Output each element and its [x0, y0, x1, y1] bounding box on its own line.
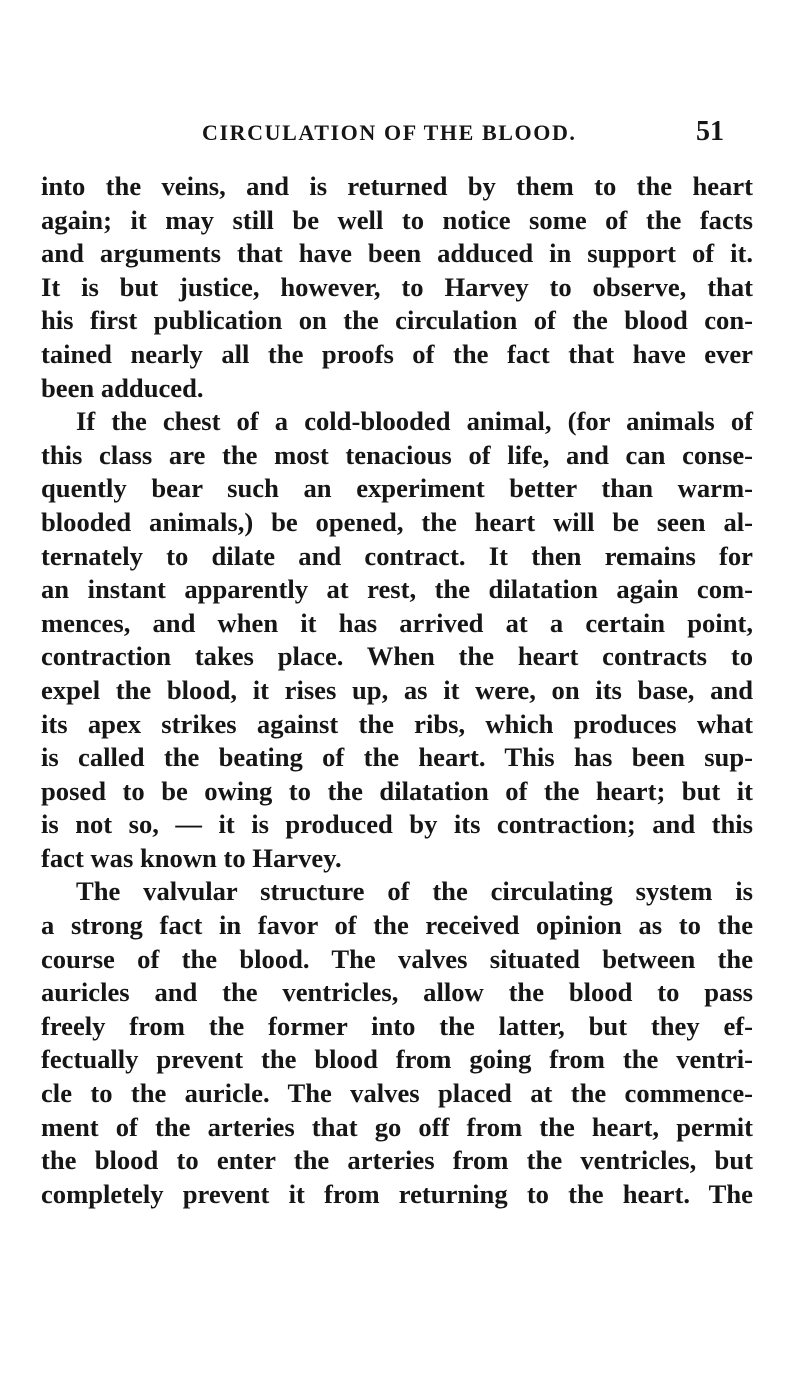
text-line: and arguments that have been adduced in support of it. [41, 238, 753, 269]
text-line: It is but justice, however, to Harvey to observe, that [41, 271, 753, 302]
text-line: tained nearly all the proofs of the fact that have ever [41, 338, 753, 369]
text-line: is not so, — it is produced by its contraction; and this [41, 809, 753, 840]
text-line: into the veins, and is returned by them to the heart [41, 171, 753, 201]
page-number: 51 [696, 116, 724, 147]
paragraph-first-line: If the chest of a cold-blooded animal, (for animals of [76, 406, 753, 437]
text-line: the blood to enter the arteries from the ventricles, but [41, 1145, 753, 1176]
running-head [0, 116, 800, 152]
text-line: its apex strikes against the ribs, which produces what [41, 708, 753, 739]
text-line: posed to be owing to the dilatation of the heart; but it [41, 775, 753, 806]
text-line: expel the blood, it rises up, as it were, on its base, and [41, 674, 753, 705]
text-line: freely from the former into the latter, but they ef- [41, 1010, 753, 1041]
text-line: his first publication on the circulation of the blood con- [41, 305, 753, 336]
text-line: is called the beating of the heart. This has been sup- [41, 742, 753, 773]
body-text [41, 170, 753, 1211]
text-line: an instant apparently at rest, the dilatation again com- [41, 574, 753, 605]
paragraph-first-line: The valvular structure of the circulating system is [76, 876, 753, 907]
text-line: ment of the arteries that go off from the heart, permit [41, 1111, 753, 1142]
text-line: fact was known to Harvey. [41, 842, 342, 873]
text-line: contraction takes place. When the heart contracts to [41, 641, 753, 672]
text-line: fectually prevent the blood from going from the ventri- [41, 1044, 753, 1075]
text-line: auricles and the ventricles, allow the blood to pass [41, 977, 753, 1008]
running-title: CIRCULATION OF THE BLOOD. [202, 120, 577, 145]
text-line: cle to the auricle. The valves placed at the commence- [41, 1078, 753, 1109]
text-line: a strong fact in favor of the received opinion as to the [41, 910, 753, 941]
text-line: again; it may still be well to notice some of the facts [41, 204, 753, 235]
text-line: completely prevent it from returning to the heart. The [41, 1178, 753, 1209]
text-line: ternately to dilate and contract. It then remains for [41, 540, 753, 571]
text-line: course of the blood. The valves situated between the [41, 943, 753, 974]
text-line: this class are the most tenacious of life, and can conse- [41, 439, 753, 470]
text-line: mences, and when it has arrived at a certain point, [41, 607, 753, 638]
text-line: blooded animals,) be opened, the heart will be seen al- [41, 506, 753, 537]
text-line: quently bear such an experiment better than warm- [41, 473, 753, 504]
text-line: been adduced. [41, 372, 204, 403]
